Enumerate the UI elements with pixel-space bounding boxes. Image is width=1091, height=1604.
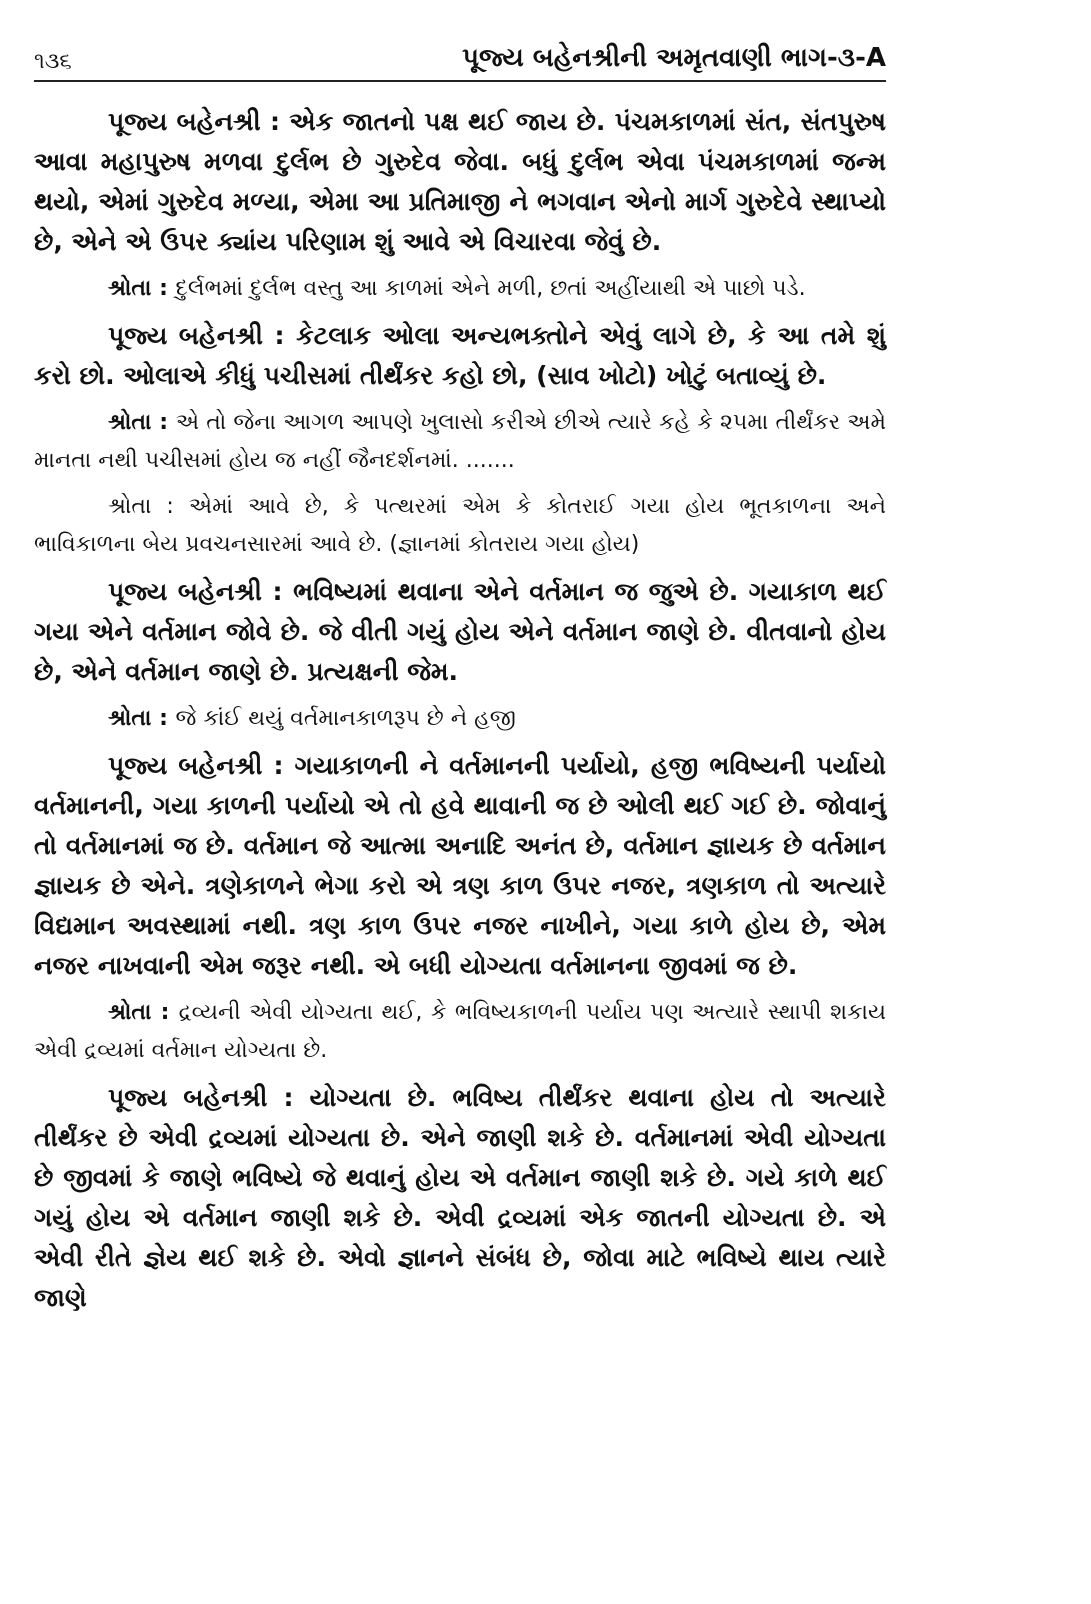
speaker-label: શ્રોતા :	[108, 410, 176, 435]
paragraph	[34, 746, 886, 986]
paragraph	[34, 1078, 886, 1318]
paragraph	[34, 572, 886, 692]
speaker-label: શ્રોતા :	[108, 706, 176, 731]
paragraph-text: શ્રોતા : એમાં આવે છે, કે પત્થરમાં એમ કે કોતરાઈ ગયા હોય ભૂતકાળના અને ભાવિકાળના બેય પ્રવચનસારમાં આવે છે. (જ્ઞાનમાં કોતરાય ગયા હોય)	[34, 494, 886, 557]
paragraph	[34, 316, 886, 396]
paragraph-text: જે કાંઈ થયું વર્તમાનકાળરૂપ છે ને હજી	[175, 706, 516, 731]
page-header	[34, 43, 886, 82]
speaker-label: પૂજ્ય બહેનશ્રી :	[108, 1083, 310, 1112]
paragraph-text: એ તો જેના આગળ આપણે ખુલાસો કરીએ છીએ ત્યારે કહે કે ૨૫મા તીર્થંકર અમે માનતા નથી પચીસમાં હોય જ નહીં જૈનદર્શનમાં. .......	[34, 410, 887, 473]
page-number: ૧૩૬	[34, 49, 72, 74]
paragraph	[34, 102, 886, 262]
speaker-label: શ્રોતા :	[108, 276, 176, 301]
book-title: પૂજ્ય બહેનશ્રીની અમૃતવાણી ભાગ-૩-A	[462, 43, 886, 73]
paragraph	[34, 404, 886, 480]
paragraph	[34, 994, 886, 1070]
speaker-label: પૂજ્ય બહેનશ્રી :	[108, 107, 290, 136]
speaker-label: પૂજ્ય બહેનશ્રી :	[108, 751, 295, 780]
paragraph-text: ગયાકાળની ને વર્તમાનની પર્યાયો, હજી ભવિષ્યની પર્યાયો વર્તમાનની, ગયા કાળની પર્યાયો એ તો હવે થાવાની જ છે ઓલી થઈ ગઈ છે. જોવાનું તો વર્તમાનમાં જ છે. વર્તમાન જે આત્મા અનાદિ અનંત છે, વર્તમાન જ્ઞાયક છે વર્તમાન જ્ઞાયક છે એને. ત્રણેકાળને ભેગા કરો એ ત્રણ કાળ ઉપર નજર, ત્રણકાળ તો અત્યારે વિદ્યમાન અવસ્થામાં નથી. ત્રણ કાળ ઉપર નજર નાખીને, ગયા કાળે હોય છે, એમ નજર નાખવાની એમ જરૂર નથી. એ બધી યોગ્યતા વર્તમાનના જીવમાં જ છે.	[34, 751, 886, 980]
paragraph-text: દ્રવ્યની એવી યોગ્યતા થઈ, કે ભવિષ્યકાળની પર્યાય પણ અત્યારે સ્થાપી શકાય એવી દ્રવ્યમાં વર્તમાન યોગ્યતા છે.	[34, 1000, 886, 1063]
paragraph	[34, 270, 886, 308]
speaker-label: પૂજ્ય બહેનશ્રી :	[108, 321, 297, 350]
paragraph-text: યોગ્યતા છે. ભવિષ્ય તીર્થંકર થવાના હોય તો અત્યારે તીર્થંકર છે એવી દ્રવ્યમાં યોગ્યતા છે. એને જાણી શકે છે. વર્તમાનમાં એવી યોગ્યતા છે જીવમાં કે જાણે ભવિષ્યે જે થવાનું હોય એ વર્તમાન જાણી શકે છે. ગયે કાળે થઈ ગયું હોય એ વર્તમાન જાણી શકે છે. એવી દ્રવ્યમાં એક જાતની યોગ્યતા છે. એ એવી રીતે જ્ઞેય થઈ શકે છે. એવો જ્ઞાનને સંબંધ છે, જોવા માટે ભવિષ્યે થાય ત્યારે જાણે	[34, 1083, 887, 1312]
paragraph-text: ભવિષ્યમાં થવાના એને વર્તમાન જ જુએ છે. ગયાકાળ થઈ ગયા એને વર્તમાન જોવે છે. જે વીતી ગયું હોય એને વર્તમાન જાણે છે. વીતવાનો હોય છે, એને વર્તમાન જાણે છે. પ્રત્યક્ષની જેમ.	[34, 577, 886, 686]
page-body	[34, 102, 886, 1326]
speaker-label: પૂજ્ય બહેનશ્રી :	[108, 577, 294, 606]
paragraph-text: દુર્લભમાં દુર્લભ વસ્તુ આ કાળમાં એને મળી, છતાં અહીંયાથી એ પાછો પડે.	[175, 276, 806, 301]
paragraph	[34, 488, 886, 564]
speaker-label: શ્રોતા :	[108, 1000, 179, 1025]
paragraph-text: કેટલાક ઓલા અન્યભક્તોને એવું લાગે છે, કે આ તમે શું કરો છો. ઓલાએ કીધું પચીસમાં તીર્થંકર કહો છો, (સાવ ખોટો) ખોટું બતાવ્યું છે.	[34, 321, 886, 390]
paragraph-text: એક જાતનો પક્ષ થઈ જાય છે. પંચમકાળમાં સંત, સંતપુરુષ આવા મહાપુરુષ મળવા દુર્લભ છે ગુરુદેવ જેવા. બધું દુર્લભ એવા પંચમકાળમાં જન્મ થયો, એમાં ગુરુદેવ મળ્યા, એમા આ પ્રતિમાજી ને ભગવાન એનો માર્ગ ગુરુદેવે સ્થાપ્યો છે, એને એ ઉપર ક્યાંય પરિણામ શું આવે એ વિચારવા જેવું છે.	[34, 107, 886, 256]
paragraph	[34, 700, 886, 738]
